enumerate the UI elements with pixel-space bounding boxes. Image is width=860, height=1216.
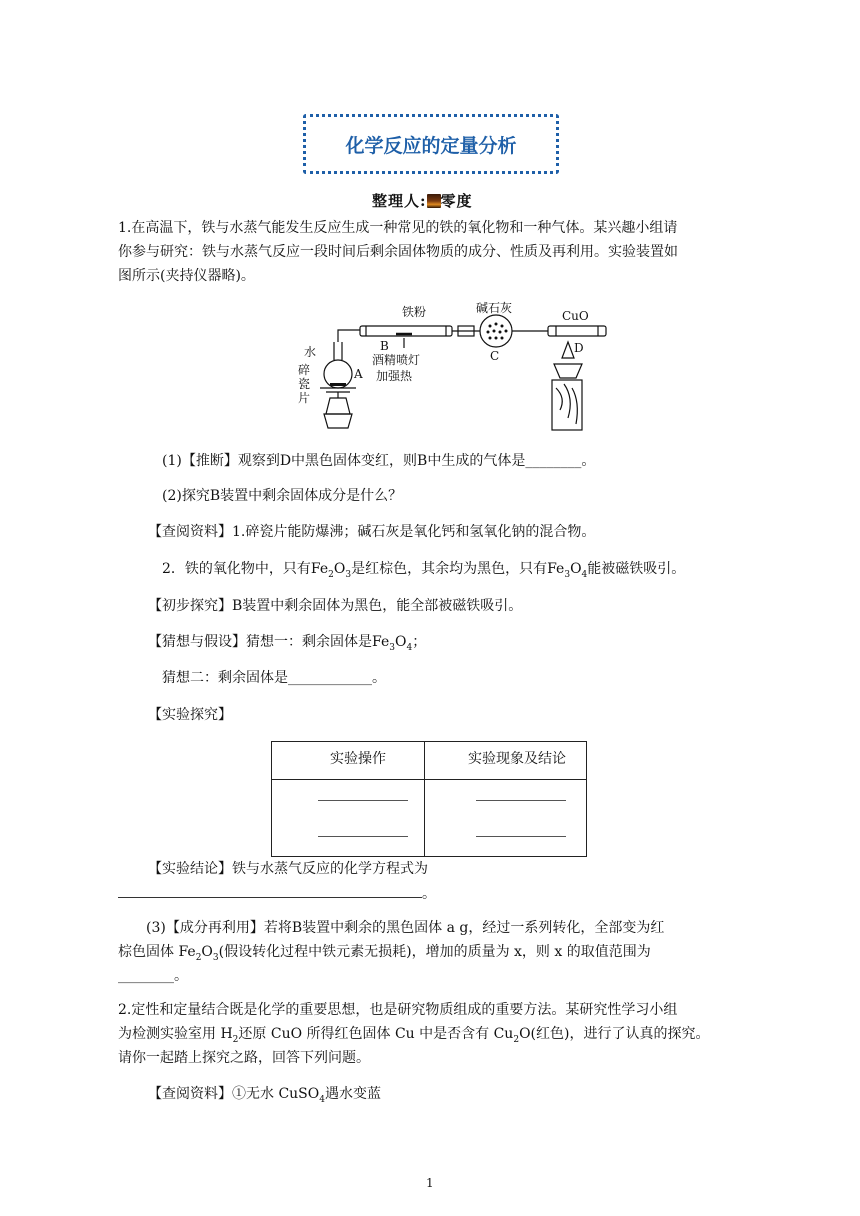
q1-guess2: 猜想二：剩余固体是____________。 <box>162 670 386 686</box>
label-cuo: CuO <box>562 309 589 323</box>
author-logo-icon <box>427 194 441 208</box>
q1-ref2: 2．铁的氧化物中，只有$Fe_2O_3$是红棕色，其余均为黑色，只有$Fe_3O_4$能被磁铁吸引。 <box>162 561 686 580</box>
label-a: A <box>354 367 363 381</box>
label-b: B <box>380 339 389 353</box>
q2-intro-line-2: 为检测实验室用 $H_2$还原 CuO 所得红色固体 Cu 中是否含有 $Cu_2O$(红色)，进行了认真的探究。 <box>118 1026 710 1045</box>
label-water: 水 <box>304 345 317 359</box>
table-blank <box>318 800 408 801</box>
label-porcelain-3: 片 <box>298 391 311 405</box>
table-header-operation: 实验操作 <box>330 751 386 767</box>
q1-intro-line-3: 图所示(夹持仪器略)。 <box>118 268 255 284</box>
table-blank <box>476 836 566 837</box>
label-porcelain-1: 碎 <box>298 363 311 377</box>
q2-intro-line-1: 2.定性和定量结合既是化学的重要思想，也是研究物质组成的重要方法。某研究性学习小组 <box>118 1002 678 1018</box>
q1-ref1: 【查阅资料】1.碎瓷片能防爆沸；碱石灰是氧化钙和氢氧化钠的混合物。 <box>148 524 596 540</box>
q1-intro-line-1: 1.在高温下，铁与水蒸气能发生反应生成一种常见的铁的氧化物和一种气体。某兴趣小组请 <box>118 220 678 236</box>
label-c: C <box>490 349 500 363</box>
table-blank <box>476 800 566 801</box>
author-name: 零度 <box>440 192 473 210</box>
label-soda-lime: 碱石灰 <box>476 301 513 315</box>
table-blank <box>318 836 408 837</box>
q1-part3-line3: ________。 <box>118 968 188 984</box>
q1-prelim: 【初步探究】B装置中剩余固体为黑色，能全部被磁铁吸引。 <box>148 598 523 614</box>
q1-conclusion-answer: 。 <box>118 882 436 906</box>
q1-explore: 【实验探究】 <box>148 707 232 723</box>
q2-ref: 【查阅资料】①无水 CuSO$_4$遇水变蓝 <box>148 1086 381 1105</box>
q1-part1: (1)【推断】观察到D中黑色固体变红，则B中生成的气体是________。 <box>162 453 596 469</box>
label-d: D <box>574 341 584 355</box>
table-header-result: 实验现象及结论 <box>468 751 566 767</box>
label-lamp-1: 酒精喷灯 <box>372 353 421 367</box>
author-line <box>372 190 473 211</box>
q2-intro-line-3: 请你一起踏上探究之路，回答下列问题。 <box>118 1050 370 1066</box>
page-number: 1 <box>426 1176 434 1190</box>
q1-guess1: 【猜想与假设】猜想一：剩余固体是$Fe_3O_4$； <box>148 634 427 653</box>
q1-conclusion: 【实验结论】铁与水蒸气反应的化学方程式为 <box>148 861 428 877</box>
apparatus-figure <box>290 298 620 434</box>
label-lamp-2: 加强热 <box>376 369 413 383</box>
answer-blank <box>118 883 422 898</box>
title-box <box>303 114 559 174</box>
tube-d <box>548 326 606 336</box>
q1-part3-line2: 棕色固体 $Fe_2O_3$(假设转化过程中铁元素无损耗)，增加的质量为 x，则 x 的取值范围为 <box>118 944 651 963</box>
q1-part2: (2)探究B装置中剩余固体成分是什么？ <box>162 488 403 504</box>
q1-part3-line1: (3)【成分再利用】若将B装置中剩余的黑色固体 a g，经过一系列转化，全部变为红 <box>146 920 665 936</box>
experiment-table <box>271 741 587 857</box>
label-iron-powder: 铁粉 <box>402 305 427 319</box>
page-title: 化学反应的定量分析 <box>345 134 517 157</box>
author-label: 整理人: <box>372 192 427 210</box>
q1-intro-line-2: 你参与研究：铁与水蒸气反应一段时间后剩余固体物质的成分、性质及再利用。实验装置如 <box>118 244 678 260</box>
label-porcelain-2: 瓷 <box>298 377 311 391</box>
